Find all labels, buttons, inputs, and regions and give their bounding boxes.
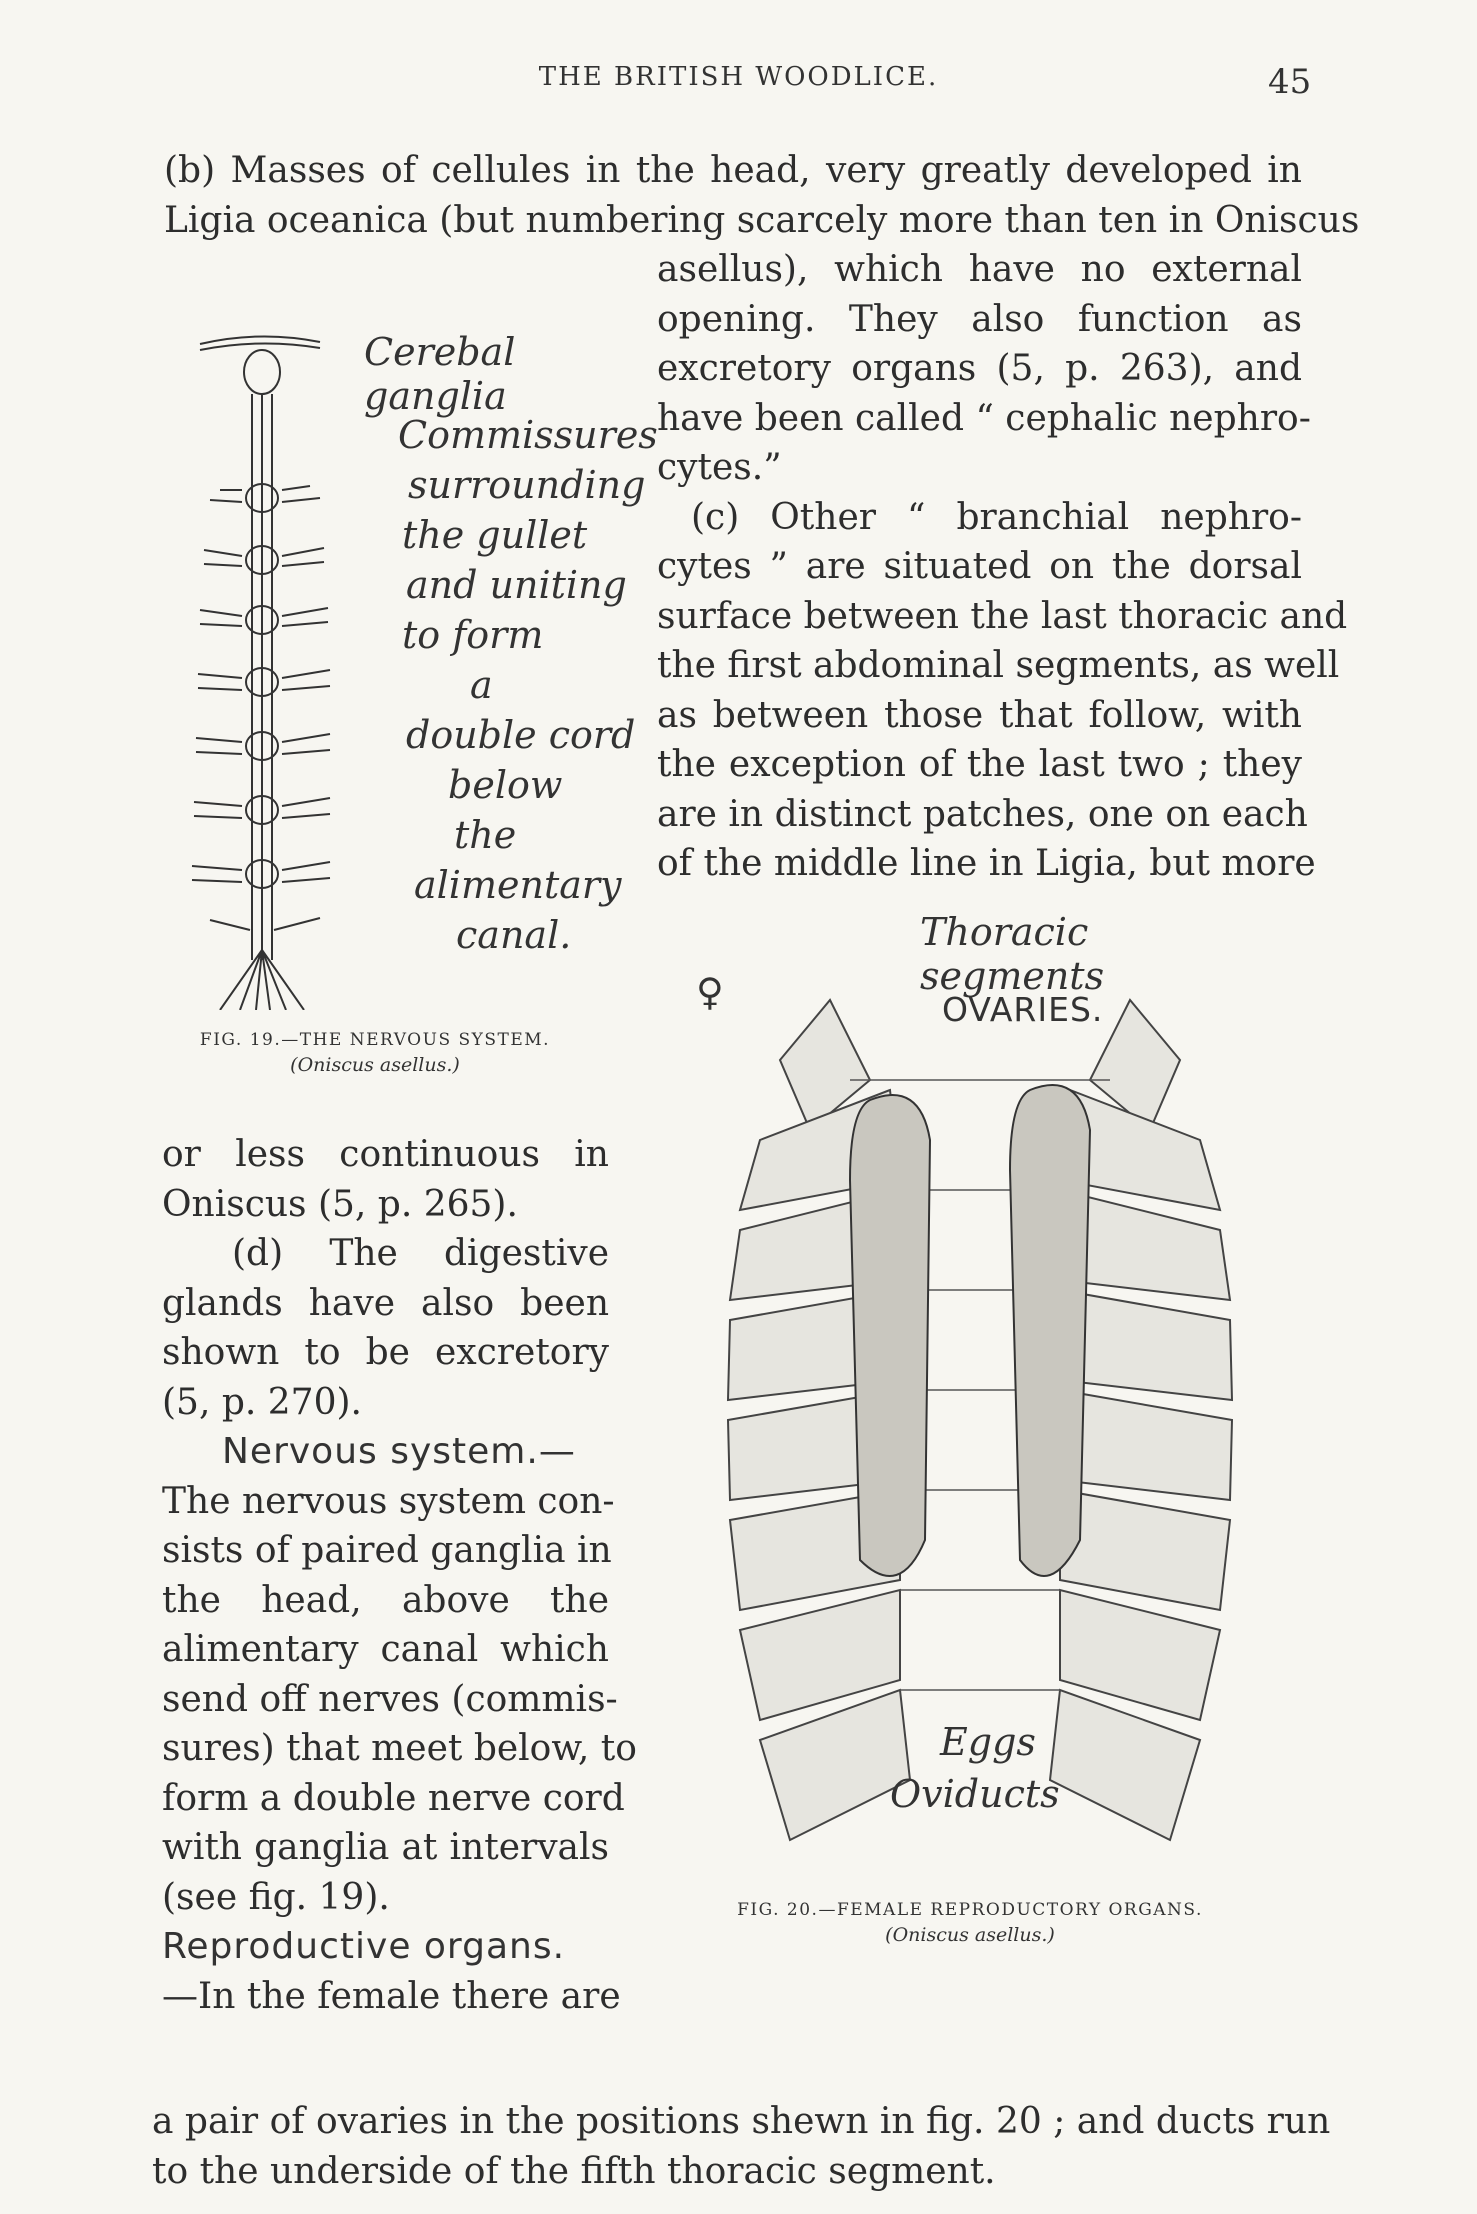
label-commissures: Commissures bbox=[398, 413, 658, 457]
text-line: to the underside of the fifth thoracic segment. bbox=[152, 2150, 996, 2192]
figure-20 bbox=[680, 910, 1280, 2030]
text-line: Oniscus (5, p. 265). bbox=[162, 1183, 518, 1225]
label-the: the bbox=[454, 813, 517, 857]
text-line: alimentary canal which bbox=[162, 1629, 609, 1670]
text-line: asellus), which have no external bbox=[657, 249, 1302, 290]
text-line: or less continuous in bbox=[162, 1134, 609, 1175]
text-line: (d) The digestive bbox=[232, 1233, 609, 1274]
text-line: as between those that follow, with bbox=[657, 694, 1302, 736]
text-line: —In the female there are bbox=[162, 1975, 621, 2017]
label-surrounding: surrounding bbox=[408, 463, 646, 507]
label-to-form: to form bbox=[402, 613, 544, 657]
text-line: a pair of ovaries in the positions shewn in fig. 20 ; and ducts run bbox=[152, 2101, 1331, 2142]
label-the-gullet: the gullet bbox=[402, 513, 588, 557]
text-line: the head, above the bbox=[162, 1579, 609, 1621]
text-line: the exception of the last two ; they bbox=[657, 744, 1302, 785]
label-cerebral-ganglia: Cerebal ganglia bbox=[364, 330, 516, 418]
label-oviducts: Oviducts bbox=[890, 1772, 1060, 1816]
section-heading-nervous: Nervous system.— bbox=[222, 1431, 576, 1472]
text-line: opening. They also function as bbox=[657, 298, 1302, 340]
label-canal: canal. bbox=[456, 913, 572, 957]
text-line: have been called “ cephalic nephro- bbox=[657, 397, 1311, 439]
text-line: with ganglia at intervals bbox=[162, 1827, 609, 1868]
text-line: shown to be excretory bbox=[162, 1332, 609, 1373]
figure-19-caption-sub: (Oniscus asellus.) bbox=[290, 1054, 460, 1076]
text-line: sures) that meet below, to bbox=[162, 1728, 637, 1769]
text-line: of the middle line in Ligia, but more bbox=[657, 843, 1316, 884]
label-eggs: Eggs bbox=[940, 1720, 1036, 1764]
text-line: (5, p. 270). bbox=[162, 1381, 362, 1423]
figure-20-caption: FIG. 20.—FEMALE REPRODUCTORY ORGANS. bbox=[737, 1900, 1203, 1920]
text-line: (b) Masses of cellules in the head, very greatly developed in bbox=[164, 150, 1302, 191]
text-line: (c) Other “ branchial nephro- bbox=[691, 496, 1302, 538]
text-line: The nervous system con- bbox=[162, 1480, 615, 1522]
left-column-text bbox=[162, 1130, 637, 2021]
text-line: the first abdominal segments, as well bbox=[657, 645, 1340, 686]
text-line: Ligia oceanica (but numbering scarcely more than ten in Oniscus bbox=[164, 199, 1360, 241]
text-line: surface between the last thoracic and bbox=[657, 595, 1348, 637]
page-number: 45 bbox=[1268, 62, 1312, 102]
final-lines bbox=[152, 2097, 1331, 2196]
female-symbol: ♀ bbox=[696, 970, 724, 1014]
label-double-cord: double cord bbox=[406, 713, 636, 757]
text-line: sists of paired ganglia in bbox=[162, 1530, 612, 1571]
label-and-uniting: and uniting bbox=[406, 563, 627, 607]
label-a: a bbox=[470, 663, 493, 707]
text-line: cytes.” bbox=[657, 447, 782, 488]
label-alimentary: alimentary bbox=[414, 863, 622, 907]
label-thoracic-segments: Thoracic segments bbox=[920, 910, 1105, 998]
paragraph-b bbox=[164, 146, 1360, 245]
nervous-system-illustration bbox=[180, 320, 410, 1010]
figure-19-caption: FIG. 19.—THE NERVOUS SYSTEM. bbox=[199, 1030, 551, 1050]
text-line: (see fig. 19). bbox=[162, 1876, 390, 1918]
running-head: THE BRITISH WOODLICE. bbox=[538, 62, 939, 92]
text-line: send off nerves (commis- bbox=[162, 1678, 618, 1720]
text-line: are in distinct patches, one on each bbox=[657, 793, 1308, 835]
text-line: excretory organs (5, p. 263), and bbox=[657, 348, 1302, 389]
section-heading-reproductive: Reproductive organs. bbox=[162, 1926, 566, 1967]
text-line: cytes ” are situated on the dorsal bbox=[657, 546, 1302, 587]
label-ovaries: OVARIES. bbox=[942, 990, 1104, 1029]
text-line: form a double nerve cord bbox=[162, 1777, 625, 1819]
figure-19 bbox=[140, 320, 658, 1080]
figure-20-caption-sub: (Oniscus asellus.) bbox=[885, 1924, 1055, 1946]
right-column-text bbox=[657, 245, 1348, 889]
text-line: glands have also been bbox=[162, 1282, 609, 1324]
label-below: below bbox=[448, 763, 563, 807]
